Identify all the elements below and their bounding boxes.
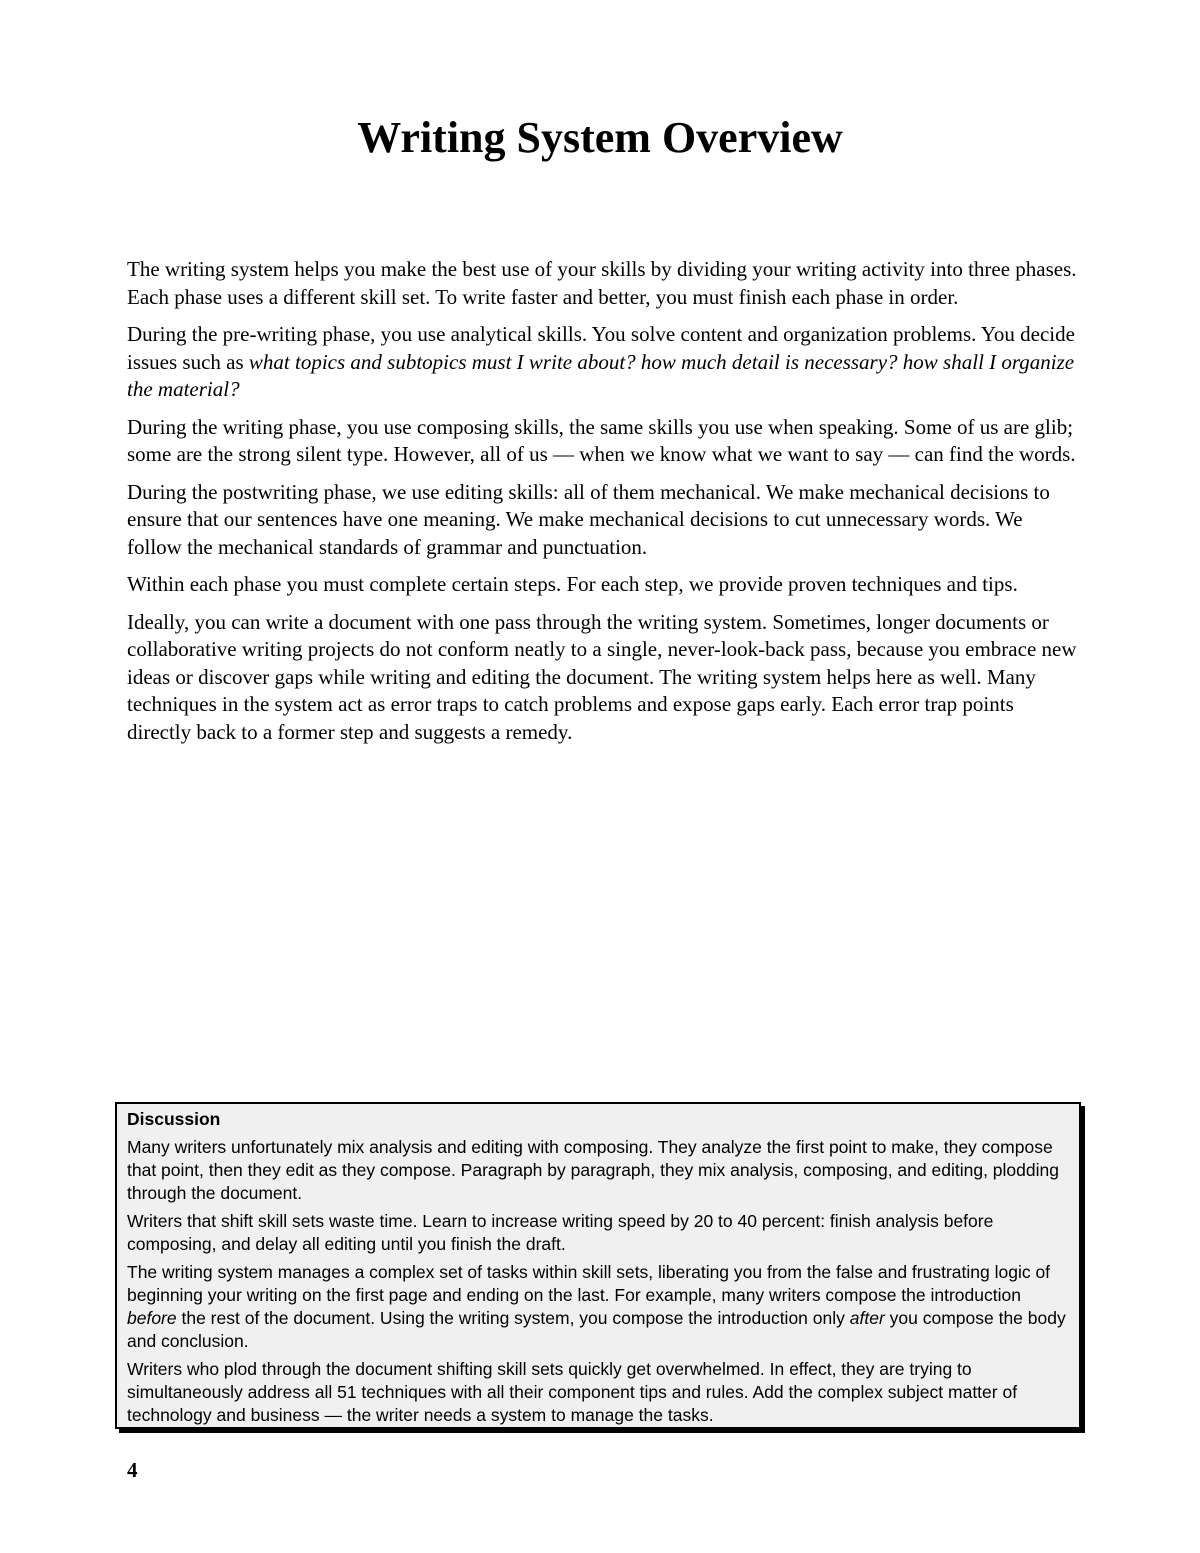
paragraph-writing: During the writing phase, you use composing skills, the same skills you use when speaking. Some of us are glib; some are the strong silent type. However, all of us — when we know what we want to say — can find the words. bbox=[127, 414, 1076, 466]
discussion-italic-before: before bbox=[127, 1308, 177, 1328]
page-title: Writing System Overview bbox=[357, 113, 843, 162]
paragraph-intro: The writing system helps you make the best use of your skills by dividing your writing activity into three phases. Each phase uses a different skill set. To write faster and better, you must finish each phase in order. bbox=[127, 257, 1077, 309]
paragraph-one-pass: Ideally, you can write a document with one pass through the writing system. Sometimes, longer documents or collaborative writing projects do not conform neatly to a single, never-look-back pass, because you embrace new ideas or discover gaps while writing and editing the document. The writing system helps here as well. Many techniques in the system act as error traps to catch problems and expose gaps early. Each error trap points directly back to a former step and suggests a remedy. bbox=[127, 609, 1077, 744]
discussion-text: you compose the body and conclusion. bbox=[127, 1308, 1066, 1351]
discussion-paragraph bbox=[127, 1261, 1069, 1353]
discussion-paragraph: Many writers unfortunately mix analysis and editing with composing. They analyze the first point to make, they compose that point, then they edit as they compose. Paragraph by paragraph, they mix analysis, composing, and editing, plodding through the document. bbox=[127, 1137, 1059, 1203]
discussion-text: The writing system manages a complex set of tasks within skill sets, liberating you from the false and frustrating logic of beginning your writing on the first page and ending on the last. For example, many writers compose the introduction bbox=[127, 1262, 1051, 1305]
discussion-paragraph: Writers who plod through the document shifting skill sets quickly get overwhelmed. In effect, they are trying to simultaneously address all 51 techniques with all their component tips and rules. Add the complex subject matter of technology and business — the writer needs a system to manage the tasks. bbox=[127, 1359, 1018, 1425]
discussion-heading: Discussion bbox=[127, 1109, 221, 1129]
paragraph-steps: Within each phase you must complete certain steps. For each step, we provide proven techniques and tips. bbox=[127, 572, 1018, 596]
discussion-box bbox=[115, 1102, 1081, 1429]
body-text bbox=[127, 256, 1077, 756]
page-number: 4 bbox=[127, 1458, 138, 1482]
paragraph-prewriting-text: During the pre-writing phase, you use analytical skills. You solve content and organization problems. You decide issues such as bbox=[127, 322, 1075, 374]
discussion-italic-after: after bbox=[849, 1308, 885, 1328]
discussion-text: the rest of the document. Using the writing system, you compose the introduction only bbox=[176, 1308, 850, 1328]
paragraph-postwriting: During the postwriting phase, we use editing skills: all of them mechanical. We make mechanical decisions to ensure that our sentences have one meaning. We make mechanical decisions to cut unnecessary words. We follow the mechanical standards of grammar and punctuation. bbox=[127, 479, 1050, 559]
paragraph-prewriting bbox=[127, 321, 1077, 404]
discussion-paragraph: Writers that shift skill sets waste time. Learn to increase writing speed by 20 to 40 percent: finish analysis before composing, and delay all editing until you finish the draft. bbox=[127, 1211, 994, 1254]
paragraph-prewriting-questions: what topics and subtopics must I write about? how much detail is necessary? how shall I organize the material? bbox=[127, 349, 1075, 401]
